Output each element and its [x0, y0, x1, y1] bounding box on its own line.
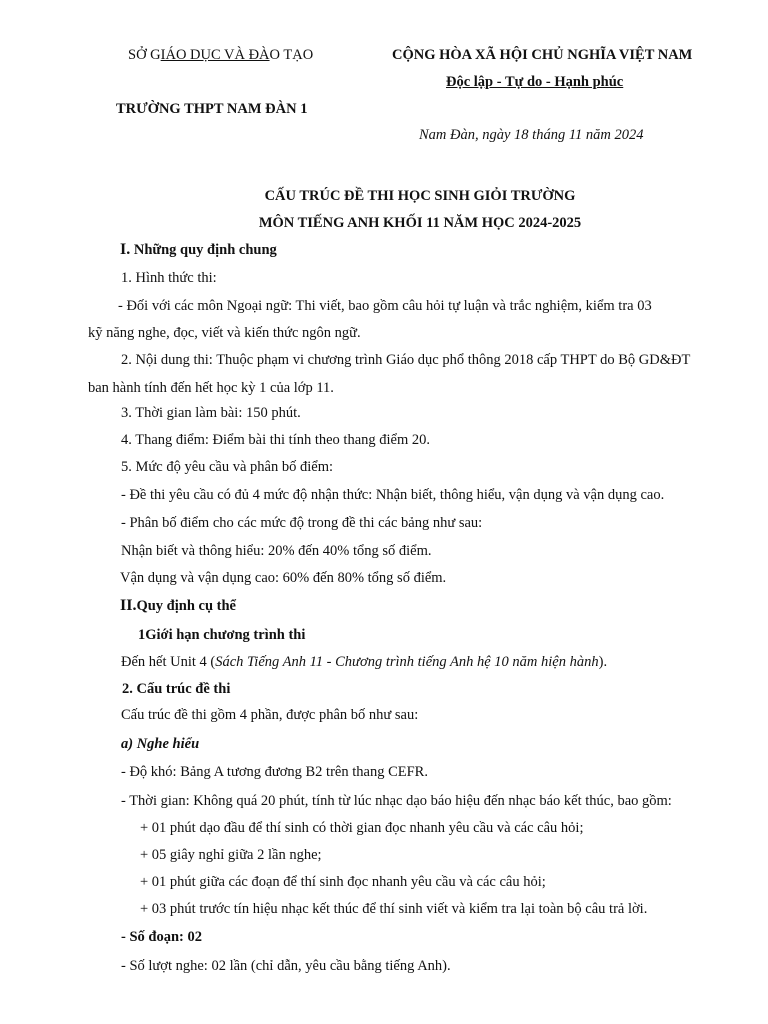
list-item: + 05 giây nghỉ giữa 2 lần nghe; [140, 847, 322, 863]
section-2-number: II. [120, 597, 137, 614]
paragraph: - Thời gian: Không quá 20 phút, tính từ lúc nhạc dạo báo hiệu đến nhạc báo kết thúc, bao gồm: [121, 793, 672, 809]
paragraph: ban hành tính đến hết học kỳ 1 của lớp 11. [88, 380, 334, 396]
subsection-heading: 1Giới hạn chương trình thi [138, 627, 306, 643]
list-item: + 01 phút giữa các đoạn để thí sinh đọc nhanh yêu cầu và các câu hỏi; [140, 874, 546, 890]
paragraph: 4. Thang điểm: Điểm bài thi tính theo thang điểm 20. [121, 432, 431, 448]
paragraph: - Đề thi yêu cầu có đủ 4 mức độ nhận thức: Nhận biết, thông hiểu, vận dụng và vận dụng cao. [121, 487, 665, 503]
section-1-number: I. [120, 241, 131, 258]
section-1-heading [120, 241, 277, 259]
department-name [128, 46, 313, 64]
scope-text: Đến hết Unit 4 ( [121, 654, 216, 670]
part-heading: a) Nghe hiểu [121, 736, 200, 752]
section-1-title: Những quy định chung [130, 242, 277, 258]
department-name-underlined: IÁO DỤC VÀ ĐÀ [160, 47, 270, 63]
scope-paragraph [121, 653, 607, 671]
paragraph: 1. Hình thức thi: [121, 270, 217, 286]
paragraph: 5. Mức độ yêu cầu và phân bố điểm: [121, 459, 334, 475]
scope-text: ). [598, 654, 608, 670]
paragraph: - Đối với các môn Ngoại ngữ: Thi viết, bao gồm câu hỏi tự luận và trắc nghiệm, kiểm tra 03 [118, 298, 652, 314]
paragraph: - Số đoạn: 02 [121, 929, 202, 945]
national-motto: Độc lập - Tự do - Hạnh phúc [446, 74, 624, 90]
paragraph: kỹ năng nghe, đọc, viết và kiến thức ngôn ngữ. [88, 325, 361, 341]
paragraph: Vận dụng và vận dụng cao: 60% đến 80% tổng số điểm. [120, 570, 447, 586]
list-item: + 01 phút dạo đầu để thí sinh có thời gian đọc nhanh yêu cầu và các câu hỏi; [140, 820, 584, 836]
paragraph: 2. Nội dung thi: Thuộc phạm vi chương trình Giáo dục phổ thông 2018 cấp THPT do Bộ GD&ĐT [121, 352, 691, 368]
document-date: Nam Đàn, ngày 18 tháng 11 năm 2024 [419, 127, 644, 143]
section-2-title: Quy định cụ thể [136, 598, 236, 614]
paragraph: - Phân bố điểm cho các mức độ trong đề thi các bảng như sau: [121, 515, 483, 531]
nation-title: CỘNG HÒA XÃ HỘI CHỦ NGHĨA VIỆT NAM [392, 47, 693, 63]
subsection-heading: 2. Cấu trúc đề thi [122, 681, 231, 697]
paragraph: - Số lượt nghe: 02 lần (chỉ dẫn, yêu cầu bằng tiếng Anh). [121, 958, 451, 974]
section-2-heading [120, 597, 236, 615]
paragraph: 3. Thời gian làm bài: 150 phút. [121, 405, 301, 421]
paragraph: - Độ khó: Bảng A tương đương B2 trên thang CEFR. [121, 764, 428, 780]
textbook-title: Sách Tiếng Anh 11 - Chương trình tiếng Anh hệ 10 năm hiện hành [215, 654, 599, 670]
document-title-line1: CẤU TRÚC ĐỀ THI HỌC SINH GIỎI TRƯỜNG [264, 188, 576, 204]
paragraph: Cấu trúc đề thi gồm 4 phần, được phân bố như sau: [121, 707, 419, 723]
school-name: TRƯỜNG THPT NAM ĐÀN 1 [116, 101, 308, 117]
department-name-part: O TẠO [269, 47, 314, 63]
document-title-line2: MÔN TIẾNG ANH KHỐI 11 NĂM HỌC 2024-2025 [258, 215, 582, 231]
department-name-part: SỞ G [128, 47, 161, 63]
list-item: + 03 phút trước tín hiệu nhạc kết thúc để thí sinh viết và kiểm tra lại toàn bộ câu trả lời. [140, 901, 648, 917]
paragraph: Nhận biết và thông hiểu: 20% đến 40% tổng số điểm. [121, 543, 432, 559]
